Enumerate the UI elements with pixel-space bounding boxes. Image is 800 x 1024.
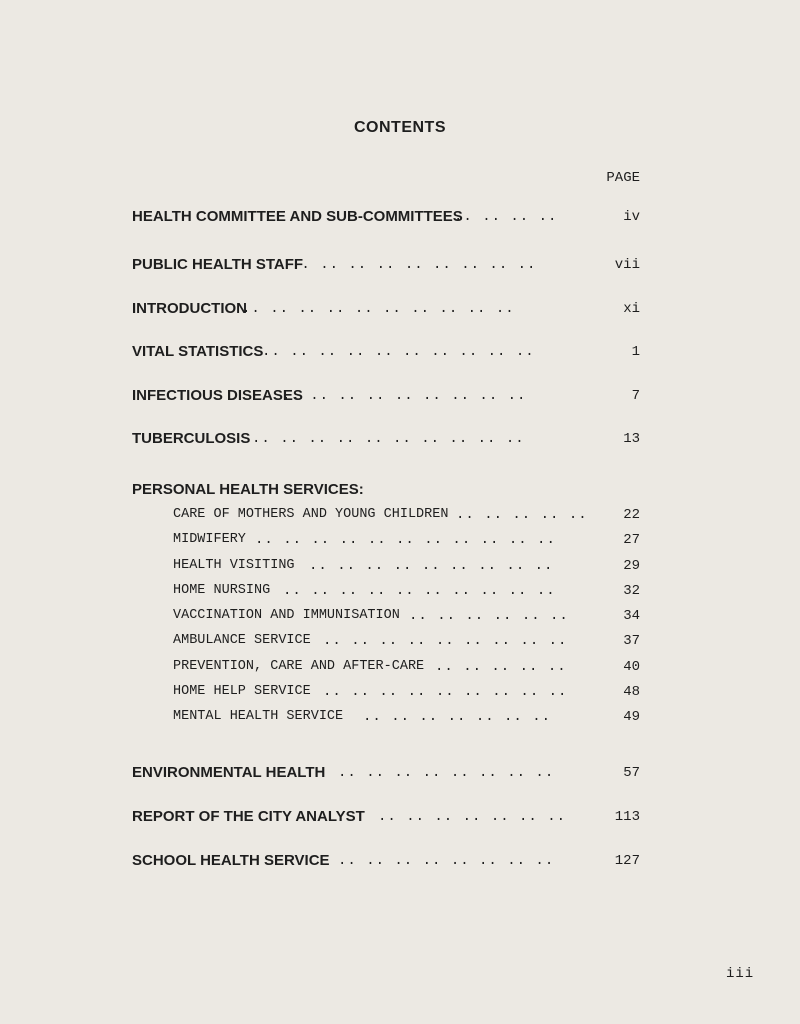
toc-entry	[132, 807, 642, 827]
leader-dots: .. .. .. .. .. .. .. .. .. ..	[262, 344, 535, 360]
toc-subentry	[173, 682, 642, 702]
toc-entry	[132, 255, 642, 275]
leader-dots: .. .. .. .. .. ..	[409, 608, 569, 624]
section-heading: PERSONAL HEALTH SERVICES:	[132, 481, 364, 498]
toc-entry	[132, 851, 642, 871]
toc-entry-page: iv	[623, 209, 640, 225]
toc-entry-label: TUBERCULOSIS	[132, 430, 251, 447]
toc-subentry	[173, 530, 642, 550]
leader-dots: .. .. .. .. .. .. .. .. .. ..	[252, 431, 525, 447]
toc-subentry-label: HEALTH VISITING	[173, 558, 295, 573]
leader-dots: .. .. .. .. .. .. .. .. ..	[292, 257, 537, 273]
toc-subentry	[173, 657, 642, 677]
leader-dots: .. .. .. .. .. .. ..	[363, 709, 552, 725]
toc-subentry-page: 27	[623, 532, 640, 548]
toc-entry-label: PUBLIC HEALTH STAFF	[132, 256, 304, 273]
toc-entry-label: INTRODUCTION	[132, 300, 247, 317]
leader-dots: .. .. .. .. ..	[435, 659, 567, 675]
leader-dots: .. .. .. .. .. .. .. .. .. ..	[242, 301, 515, 317]
toc-entry	[132, 342, 642, 362]
leader-dots: .. .. .. .. .. .. .. .. .. .. ..	[255, 532, 556, 548]
page-column-header: PAGE	[606, 170, 640, 186]
toc-subentry	[173, 606, 642, 626]
toc-subentry-page: 40	[623, 659, 640, 675]
toc-subentry	[173, 556, 642, 576]
toc-subentry-label: MENTAL HEALTH SERVICE	[173, 709, 344, 724]
toc-subentry-page: 48	[623, 684, 640, 700]
toc-subentry-page: 49	[623, 709, 640, 725]
leader-dots: .. .. .. .. .. .. .. ..	[338, 765, 555, 781]
toc-subentry-page: 37	[623, 633, 640, 649]
toc-subentry-label: MIDWIFERY	[173, 532, 246, 547]
toc-entry-page: 7	[631, 388, 640, 404]
toc-entry-label: ENVIRONMENTAL HEALTH	[132, 764, 326, 781]
toc-subentry	[173, 631, 642, 651]
toc-subentry-page: 29	[623, 558, 640, 574]
toc-entry	[132, 299, 642, 319]
toc-entry-page: 13	[623, 431, 640, 447]
page-title: CONTENTS	[354, 119, 446, 136]
toc-entry-label: HEALTH COMMITTEE AND SUB-COMMITTEES	[132, 208, 463, 225]
toc-entry-page: 113	[614, 809, 640, 825]
toc-entry-page: vii	[614, 257, 640, 273]
toc-subentry-page: 22	[623, 507, 640, 523]
toc-entry-page: 1	[631, 344, 640, 360]
toc-subentry	[173, 707, 642, 727]
toc-entry	[132, 429, 642, 449]
leader-dots: .. .. .. .. .. .. .. .. .. ..	[283, 583, 556, 599]
toc-entry-label: VITAL STATISTICS	[132, 343, 264, 360]
toc-entry-page: xi	[623, 301, 640, 317]
leader-dots: .. .. .. ..	[454, 209, 558, 225]
toc-subentry-label: VACCINATION AND IMMUNISATION	[173, 608, 400, 623]
leader-dots: .. .. .. .. .. .. .. .. ..	[323, 684, 568, 700]
leader-dots: .. .. .. .. ..	[456, 507, 588, 523]
leader-dots: .. .. .. .. .. .. .. .. ..	[323, 633, 568, 649]
leader-dots: .. .. .. .. .. .. .. .. ..	[282, 388, 527, 404]
page-number: iii	[726, 966, 755, 982]
toc-entry-page: 127	[614, 853, 640, 869]
toc-subentry-label: AMBULANCE SERVICE	[173, 633, 311, 648]
toc-subentry-label: HOME HELP SERVICE	[173, 684, 311, 699]
toc-subentry-label: HOME NURSING	[173, 583, 271, 598]
leader-dots: .. .. .. .. .. .. .. .. ..	[309, 558, 554, 574]
leader-dots: .. .. .. .. .. .. ..	[378, 809, 567, 825]
toc-subentry-page: 32	[623, 583, 640, 599]
toc-subentry-label: PREVENTION, CARE AND AFTER-CARE	[173, 659, 425, 674]
toc-entry	[132, 763, 642, 783]
toc-entry-label: SCHOOL HEALTH SERVICE	[132, 852, 330, 869]
toc-entry	[132, 386, 642, 406]
toc-subentry	[173, 505, 642, 525]
toc-entry-label: REPORT OF THE CITY ANALYST	[132, 808, 365, 825]
toc-subentry	[173, 581, 642, 601]
toc-entry-label: INFECTIOUS DISEASES	[132, 387, 303, 404]
leader-dots: .. .. .. .. .. .. .. ..	[338, 853, 555, 869]
toc-entry	[132, 207, 642, 227]
toc-subentry-page: 34	[623, 608, 640, 624]
toc-entry-page: 57	[623, 765, 640, 781]
toc-subentry-label: CARE OF MOTHERS AND YOUNG CHILDREN	[173, 507, 449, 522]
